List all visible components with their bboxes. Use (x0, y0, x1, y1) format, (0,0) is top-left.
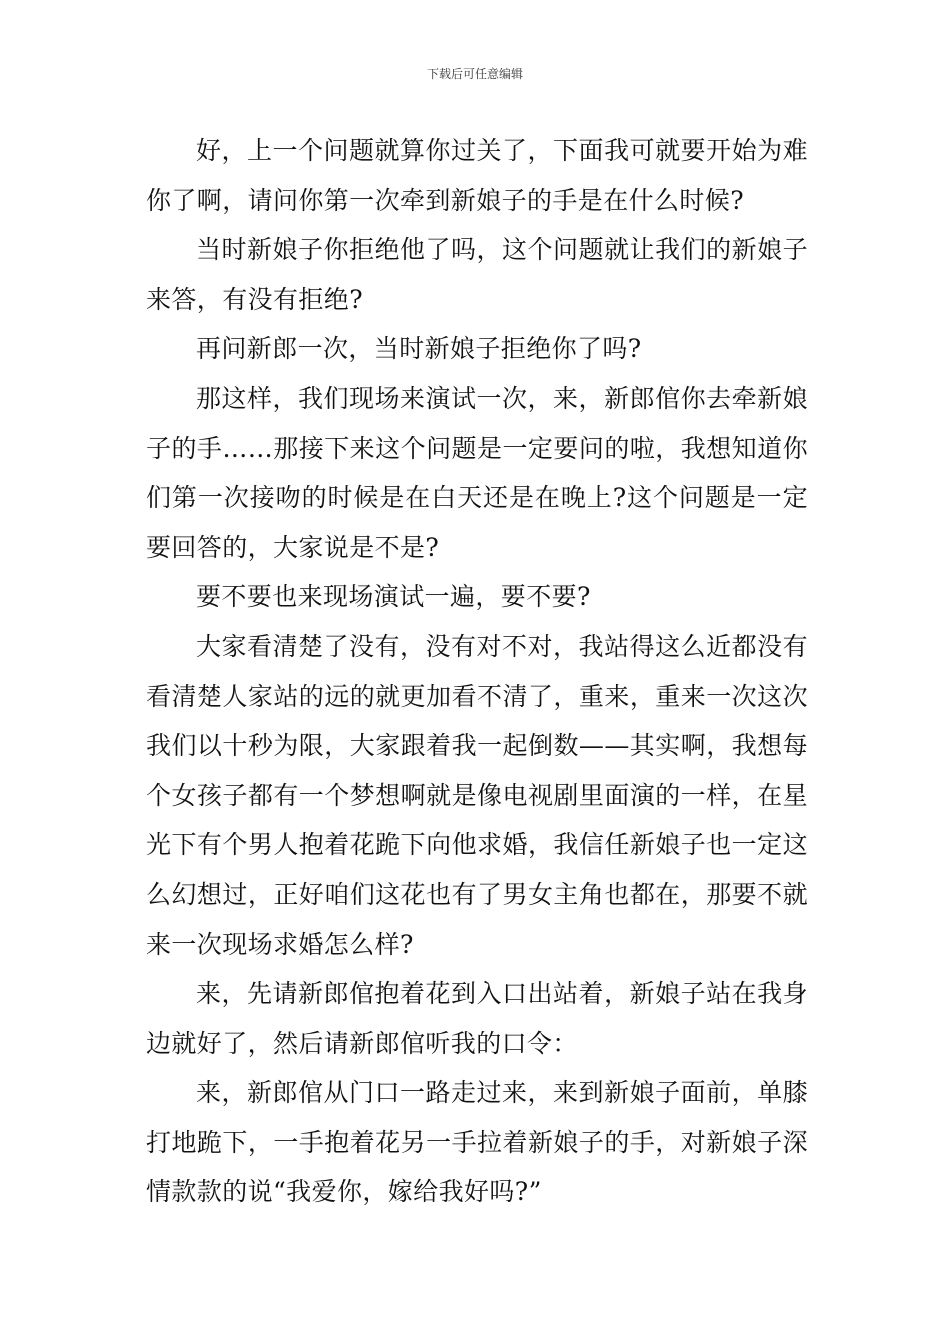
body-text (146, 126, 808, 1217)
paragraph-2: 当时新娘子你拒绝他了吗，这个问题就让我们的新娘子来答，有没有拒绝? (146, 235, 808, 314)
paragraph-1: 好，上一个问题就算你过关了，下面我可就要开始为难你了啊，请问你第一次牵到新娘子的手是在什么时候? (146, 136, 808, 215)
paragraph-8: 来，新郎倌从门口一路走过来，来到新娘子面前，单膝打地跪下，一手抱着花另一手拉着新娘子的手，对新娘子深情款款的说“我爱你，嫁给我好吗?” (146, 1078, 808, 1207)
paragraph-5: 要不要也来现场演试一遍，要不要? (196, 582, 591, 612)
paragraph-3: 再问新郎一次，当时新娘子拒绝你了吗? (196, 334, 642, 364)
paragraph-4: 那这样，我们现场来演试一次，来，新郎倌你去牵新娘子的手……那接下来这个问题是一定要问的啦，我想知道你们第一次接吻的时候是在白天还是在晚上?这个问题是一定要回答的，大家说是不是? (146, 383, 808, 562)
paragraph-6: 大家看清楚了没有，没有对不对，我站得这么近都没有看清楚人家站的远的就更加看不清了，重来，重来一次这次我们以十秒为限，大家跟着我一起倒数——其实啊，我想每个女孩子都有一个梦想啊就是像电视剧里面演的一样，在星光下有个男人抱着花跪下向他求婚，我信任新娘子也一定这么幻想过，正好咱们这花也有了男女主角也都在，那要不就来一次现场求婚怎么样? (146, 631, 808, 959)
header-note: 下载后可任意编辑 (426, 67, 523, 81)
paragraph-7: 来，先请新郎倌抱着花到入口出站着，新娘子站在我身边就好了，然后请新郎倌听我的口令： (146, 979, 808, 1058)
